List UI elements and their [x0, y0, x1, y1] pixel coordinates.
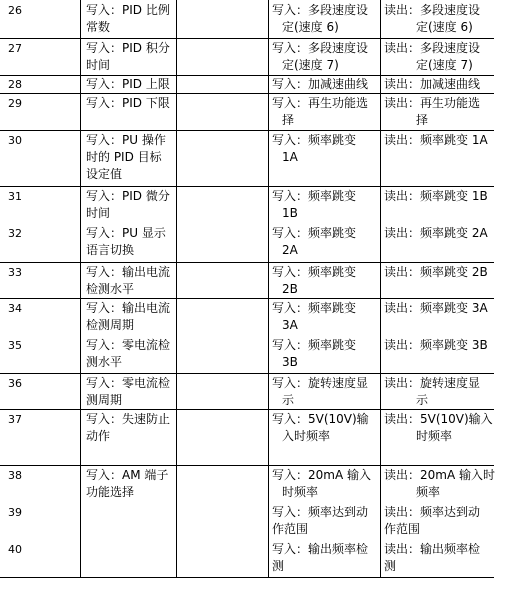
read-cell: [384, 375, 490, 409]
write-cell: [272, 375, 382, 409]
param-line: 写入：PID 下限: [86, 96, 170, 110]
col-border-1: [80, 0, 81, 578]
row-number: 39: [8, 506, 22, 519]
read-cell: [384, 300, 490, 317]
param-cell: [86, 2, 172, 36]
read-line: 读出：多段速度设: [384, 41, 481, 55]
param-cell: [86, 411, 172, 445]
row-border: [0, 577, 494, 578]
col-border-2: [176, 0, 177, 578]
param-line: 常数: [86, 20, 111, 34]
param-line: 写入：PU 显示: [86, 226, 166, 240]
param-line: 写入：零电流检: [86, 338, 171, 352]
read-cell: [384, 2, 490, 36]
read-line: 读出：20mA 输入时: [384, 468, 495, 482]
read-cell: [384, 337, 490, 354]
read-line: 读出：再生功能选: [384, 96, 481, 110]
param-line: 写入：AM 端子: [86, 468, 169, 482]
param-cell: [86, 225, 172, 259]
write-cell: [272, 76, 382, 93]
read-line: 作范围: [384, 522, 421, 536]
row-number: 38: [8, 469, 22, 482]
write-line: 写入：20mA 输入: [272, 468, 371, 482]
read-line: 测: [384, 559, 397, 573]
write-line: 写入：频率跳变: [272, 301, 357, 315]
write-line: 2B: [282, 282, 298, 296]
row-number: 30: [8, 134, 22, 147]
write-line: 写入：多段速度设: [272, 41, 369, 55]
read-line: 读出：频率跳变 2A: [384, 226, 488, 240]
read-line: 读出：加减速曲线: [384, 77, 481, 91]
write-cell: [272, 188, 382, 222]
write-cell: [272, 264, 382, 298]
row-number: 40: [8, 543, 22, 556]
row-number: 27: [8, 42, 22, 55]
param-cell: [86, 375, 172, 409]
read-line: 读出：频率跳变 3B: [384, 338, 488, 352]
write-line: 2A: [282, 243, 298, 257]
write-line: 写入：频率达到动: [272, 505, 369, 519]
param-line: 写入：PU 操作: [86, 133, 166, 147]
write-cell: [272, 411, 382, 445]
read-line: 读出：频率达到动: [384, 505, 481, 519]
read-cell: [384, 541, 490, 575]
write-line: 写入：再生功能选: [272, 96, 369, 110]
param-line: 语言切换: [86, 243, 135, 257]
write-line: 时频率: [282, 485, 319, 499]
param-line: 设定值: [86, 167, 123, 181]
row-border: [0, 186, 494, 187]
row-border: [0, 409, 494, 410]
write-cell: [272, 40, 382, 74]
param-line: 写入：PID 上限: [86, 77, 170, 91]
param-line: 功能选择: [86, 485, 135, 499]
row-border: [0, 298, 494, 299]
write-line: 3A: [282, 318, 298, 332]
read-line: 频率: [416, 485, 441, 499]
read-cell: [384, 264, 490, 281]
row-number: 32: [8, 227, 22, 240]
row-number: 26: [8, 4, 22, 17]
param-cell: [86, 40, 172, 74]
row-number: 36: [8, 377, 22, 390]
read-cell: [384, 225, 490, 242]
write-cell: [272, 504, 382, 538]
row-border: [0, 38, 494, 39]
write-cell: [272, 95, 382, 129]
param-line: 写入：失速防止: [86, 412, 171, 426]
write-line: 定(速度 6): [282, 20, 339, 34]
read-line: 读出：旋转速度显: [384, 376, 481, 390]
read-cell: [384, 40, 490, 74]
row-number: 28: [8, 78, 22, 91]
write-cell: [272, 467, 382, 501]
read-line: 读出：频率跳变 1B: [384, 189, 488, 203]
row-border: [0, 373, 494, 374]
row-border: [0, 262, 494, 263]
read-line: 读出：5V(10V)输入: [384, 412, 493, 426]
param-cell: [86, 95, 172, 112]
write-line: 写入：频率跳变: [272, 338, 357, 352]
param-line: 写入：输出电流: [86, 265, 171, 279]
col-border-3: [268, 0, 269, 578]
row-number: 29: [8, 97, 22, 110]
param-cell: [86, 264, 172, 298]
param-line: 写入：PID 比例: [86, 3, 170, 17]
read-line: 示: [416, 393, 429, 407]
param-line: 写入：PID 微分: [86, 189, 170, 203]
write-line: 写入：旋转速度显: [272, 376, 369, 390]
read-line: 读出：频率跳变 3A: [384, 301, 488, 315]
write-line: 写入：输出频率检: [272, 542, 369, 556]
row-number: 34: [8, 302, 22, 315]
write-line: 写入：加减速曲线: [272, 77, 369, 91]
read-cell: [384, 411, 493, 445]
write-cell: [272, 300, 382, 334]
param-line: 写入：PID 积分: [86, 41, 170, 55]
read-line: 读出：频率跳变 2B: [384, 265, 488, 279]
param-line: 时间: [86, 206, 111, 220]
param-line: 写入：零电流检: [86, 376, 171, 390]
read-cell: [384, 504, 490, 538]
write-line: 写入：多段速度设: [272, 3, 369, 17]
param-cell: [86, 188, 172, 222]
param-line: 写入：输出电流: [86, 301, 171, 315]
read-cell: [384, 467, 495, 501]
read-line: 定(速度 6): [416, 20, 473, 34]
write-line: 1B: [282, 206, 298, 220]
param-line: 测周期: [86, 393, 123, 407]
write-line: 作范围: [272, 522, 309, 536]
write-cell: [272, 337, 382, 371]
param-line: 时间: [86, 58, 111, 72]
write-cell: [272, 2, 382, 36]
read-cell: [384, 188, 490, 205]
row-number: 35: [8, 339, 22, 352]
row-number: 33: [8, 266, 22, 279]
param-line: 检测周期: [86, 318, 135, 332]
param-line: 动作: [86, 429, 111, 443]
write-line: 1A: [282, 150, 298, 164]
write-line: 入时频率: [282, 429, 331, 443]
row-border: [0, 130, 494, 131]
write-line: 择: [282, 113, 295, 127]
write-line: 写入：频率跳变: [272, 226, 357, 240]
param-cell: [86, 76, 172, 93]
read-line: 读出：输出频率检: [384, 542, 481, 556]
write-line: 定(速度 7): [282, 58, 339, 72]
write-line: 写入：5V(10V)输: [272, 412, 369, 426]
write-line: 写入：频率跳变: [272, 265, 357, 279]
write-line: 测: [272, 559, 285, 573]
write-line: 3B: [282, 355, 298, 369]
param-cell: [86, 337, 172, 371]
read-line: 择: [416, 113, 429, 127]
param-line: 测水平: [86, 355, 123, 369]
write-cell: [272, 541, 382, 575]
read-line: 定(速度 7): [416, 58, 473, 72]
write-cell: [272, 132, 382, 166]
read-cell: [384, 132, 490, 149]
param-line: 检测水平: [86, 282, 135, 296]
read-cell: [384, 76, 490, 93]
param-cell: [86, 300, 172, 334]
write-line: 写入：频率跳变: [272, 189, 357, 203]
write-line: 写入：频率跳变: [272, 133, 357, 147]
param-line: 时的 PID 目标: [86, 150, 162, 164]
read-line: 读出：频率跳变 1A: [384, 133, 488, 147]
param-cell: [86, 132, 172, 183]
write-line: 示: [282, 393, 295, 407]
read-cell: [384, 95, 490, 129]
read-line: 时频率: [416, 429, 453, 443]
row-number: 37: [8, 413, 22, 426]
read-line: 读出：多段速度设: [384, 3, 481, 17]
row-border: [0, 465, 494, 466]
write-cell: [272, 225, 382, 259]
row-number: 31: [8, 190, 22, 203]
row-border: [0, 93, 494, 94]
param-cell: [86, 467, 172, 501]
